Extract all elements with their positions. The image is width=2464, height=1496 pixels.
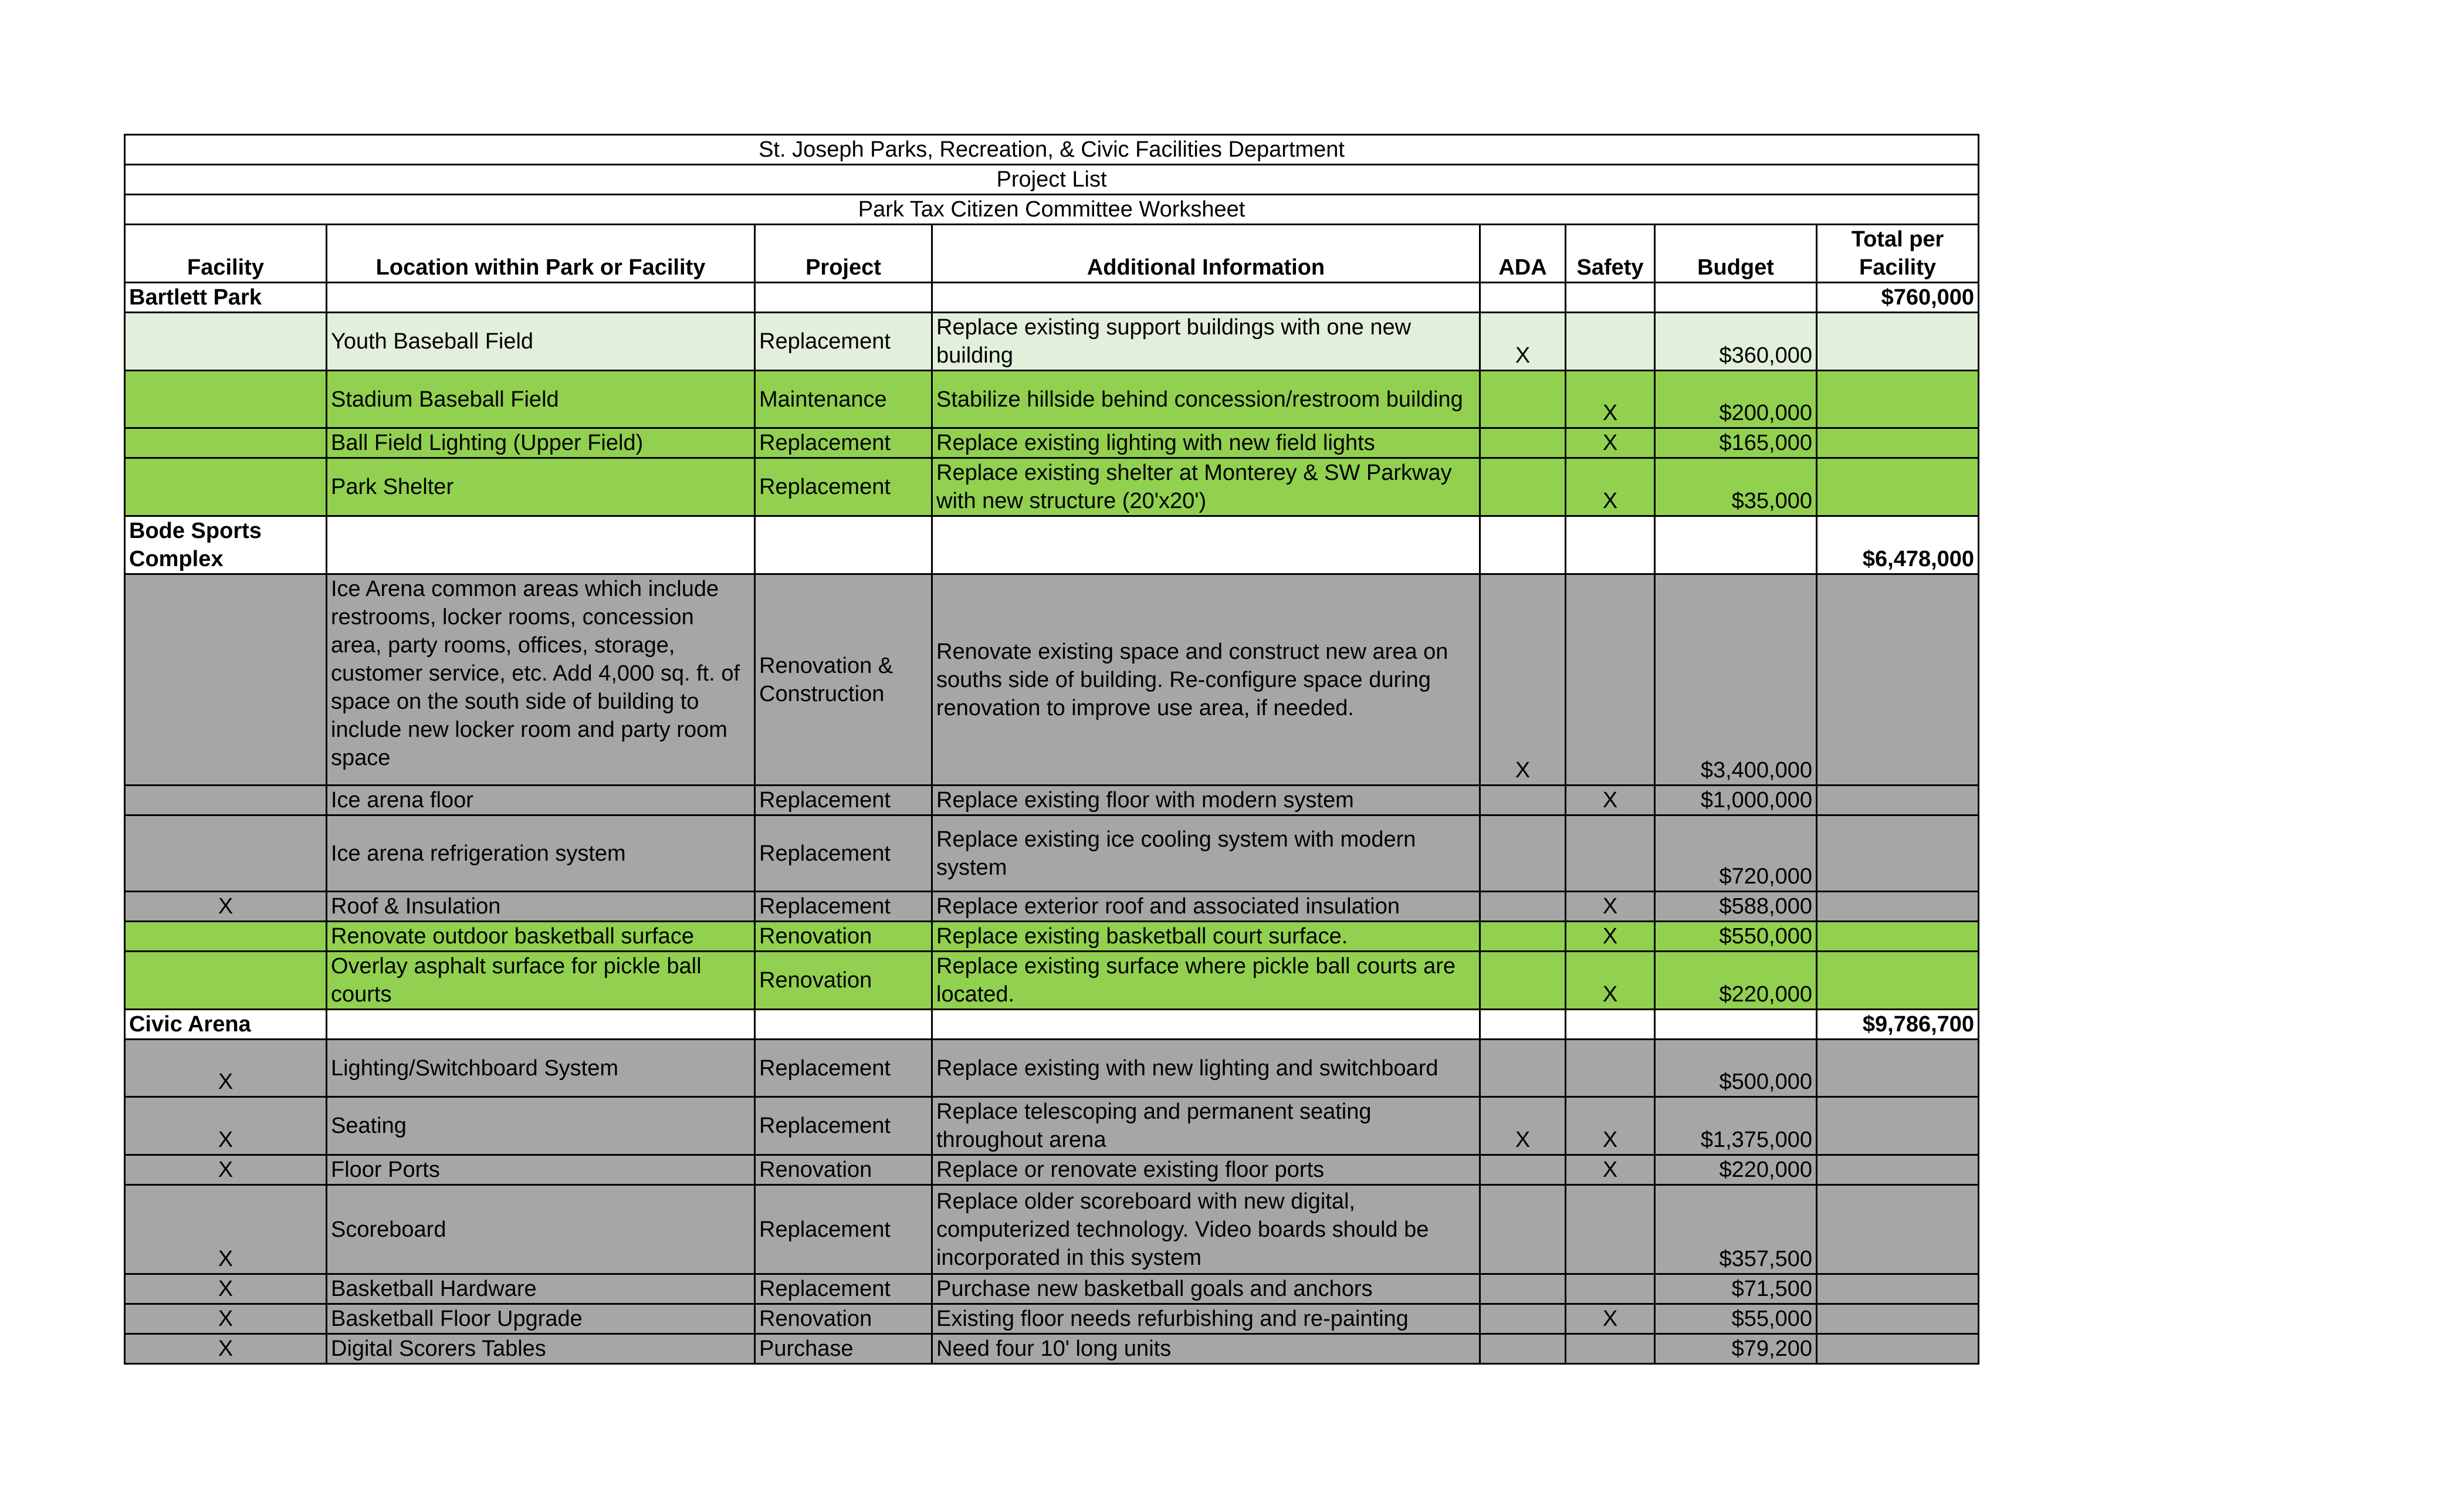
budget-cell: $220,000	[1655, 1155, 1817, 1185]
safety-cell: X	[1566, 1304, 1655, 1334]
ada-cell	[1480, 1185, 1566, 1274]
table-row	[125, 1040, 1979, 1097]
project-cell: Renovation	[755, 922, 932, 952]
safety-cell: X	[1566, 892, 1655, 922]
ada-cell	[1480, 1304, 1566, 1334]
table-row	[125, 892, 1979, 922]
project-cell: Replacement	[755, 1185, 932, 1274]
facility-cell	[125, 952, 327, 1010]
facility-group-row	[125, 1010, 1979, 1040]
safety-cell: X	[1566, 922, 1655, 952]
ada-cell	[1480, 952, 1566, 1010]
facility-cell: X	[125, 1155, 327, 1185]
info-cell: Stabilize hillside behind concession/restroom building	[932, 371, 1480, 428]
total-cell	[1817, 815, 1979, 892]
empty-cell	[932, 1010, 1480, 1040]
location-cell: Floor Ports	[327, 1155, 755, 1185]
safety-cell: X	[1566, 1155, 1655, 1185]
empty-cell	[1566, 283, 1655, 313]
table-row	[125, 458, 1979, 516]
budget-cell: $3,400,000	[1655, 574, 1817, 786]
budget-cell: $550,000	[1655, 922, 1817, 952]
info-cell: Replace existing support buildings with one new building	[932, 313, 1480, 371]
column-header-safety: Safety	[1566, 225, 1655, 283]
location-cell: Basketball Floor Upgrade	[327, 1304, 755, 1334]
total-cell	[1817, 1274, 1979, 1304]
empty-cell	[932, 516, 1480, 574]
project-cell: Maintenance	[755, 371, 932, 428]
project-cell: Replacement	[755, 458, 932, 516]
column-header-project: Project	[755, 225, 932, 283]
project-cell: Renovation	[755, 1155, 932, 1185]
info-cell: Replace existing floor with modern system	[932, 786, 1480, 815]
worksheet-title: Park Tax Citizen Committee Worksheet	[125, 195, 1979, 225]
budget-cell: $357,500	[1655, 1185, 1817, 1274]
safety-cell: X	[1566, 786, 1655, 815]
facility-cell: X	[125, 1040, 327, 1097]
info-cell: Purchase new basketball goals and anchors	[932, 1274, 1480, 1304]
safety-cell: X	[1566, 371, 1655, 428]
safety-cell	[1566, 1185, 1655, 1274]
empty-cell	[327, 1010, 755, 1040]
safety-cell	[1566, 815, 1655, 892]
total-cell	[1817, 952, 1979, 1010]
safety-cell: X	[1566, 952, 1655, 1010]
info-cell: Renovate existing space and construct new area on souths side of building. Re-configure space during renovation to improve use area, if needed.	[932, 574, 1480, 786]
budget-cell: $1,375,000	[1655, 1097, 1817, 1155]
project-cell: Replacement	[755, 428, 932, 458]
facility-cell	[125, 313, 327, 371]
total-cell	[1817, 1040, 1979, 1097]
column-header-budget: Budget	[1655, 225, 1817, 283]
info-cell: Replace existing with new lighting and switchboard	[932, 1040, 1480, 1097]
column-header-info: Additional Information	[932, 225, 1480, 283]
table-row	[125, 574, 1979, 786]
ada-cell	[1480, 1155, 1566, 1185]
project-cell: Replacement	[755, 1040, 932, 1097]
column-header-location: Location within Park or Facility	[327, 225, 755, 283]
facility-cell	[125, 815, 327, 892]
empty-cell	[755, 516, 932, 574]
budget-cell: $1,000,000	[1655, 786, 1817, 815]
ada-cell	[1480, 458, 1566, 516]
ada-cell	[1480, 428, 1566, 458]
table-row	[125, 313, 1979, 371]
table-row	[125, 786, 1979, 815]
info-cell: Replace telescoping and permanent seating throughout arena	[932, 1097, 1480, 1155]
facility-cell	[125, 786, 327, 815]
budget-cell: $55,000	[1655, 1304, 1817, 1334]
project-list-title: Project List	[125, 165, 1979, 195]
project-cell: Replacement	[755, 815, 932, 892]
total-cell	[1817, 1155, 1979, 1185]
location-cell: Ice Arena common areas which include restrooms, locker rooms, concession area, party rooms, offices, storage, customer service, etc. Add 4,000 sq. ft. of space on the south side of building to include new locker room and party room space	[327, 574, 755, 786]
budget-cell: $720,000	[1655, 815, 1817, 892]
column-header-facility: Facility	[125, 225, 327, 283]
table-row	[125, 371, 1979, 428]
facility-name: Bartlett Park	[125, 283, 327, 313]
facility-cell: X	[125, 1185, 327, 1274]
table-row	[125, 1097, 1979, 1155]
info-cell: Replace or renovate existing floor ports	[932, 1155, 1480, 1185]
info-cell: Replace existing shelter at Monterey & SW Parkway with new structure (20'x20')	[932, 458, 1480, 516]
total-cell	[1817, 428, 1979, 458]
facility-cell: X	[125, 892, 327, 922]
total-cell	[1817, 371, 1979, 428]
facility-group-row	[125, 516, 1979, 574]
budget-cell: $79,200	[1655, 1334, 1817, 1364]
table-row	[125, 1274, 1979, 1304]
info-cell: Need four 10' long units	[932, 1334, 1480, 1364]
project-cell: Purchase	[755, 1334, 932, 1364]
facility-name: Bode Sports Complex	[125, 516, 327, 574]
table-row	[125, 952, 1979, 1010]
empty-cell	[1655, 283, 1817, 313]
ada-cell: X	[1480, 1097, 1566, 1155]
table-row	[125, 1304, 1979, 1334]
project-cell: Replacement	[755, 313, 932, 371]
location-cell: Ball Field Lighting (Upper Field)	[327, 428, 755, 458]
safety-cell	[1566, 1274, 1655, 1304]
location-cell: Roof & Insulation	[327, 892, 755, 922]
facility-cell: X	[125, 1097, 327, 1155]
facility-cell	[125, 371, 327, 428]
location-cell: Park Shelter	[327, 458, 755, 516]
total-cell	[1817, 1097, 1979, 1155]
facility-cell	[125, 458, 327, 516]
location-cell: Overlay asphalt surface for pickle ball courts	[327, 952, 755, 1010]
safety-cell	[1566, 1334, 1655, 1364]
project-cell: Renovation	[755, 952, 932, 1010]
safety-cell	[1566, 574, 1655, 786]
facility-cell	[125, 428, 327, 458]
location-cell: Ice arena floor	[327, 786, 755, 815]
facility-cell: X	[125, 1334, 327, 1364]
ada-cell	[1480, 1274, 1566, 1304]
facility-name: Civic Arena	[125, 1010, 327, 1040]
column-header-ada: ADA	[1480, 225, 1566, 283]
empty-cell	[1480, 1010, 1566, 1040]
budget-cell: $165,000	[1655, 428, 1817, 458]
safety-cell	[1566, 1040, 1655, 1097]
info-cell: Replace existing basketball court surface.	[932, 922, 1480, 952]
info-cell: Existing floor needs refurbishing and re-painting	[932, 1304, 1480, 1334]
facility-group-row	[125, 283, 1979, 313]
facility-cell: X	[125, 1304, 327, 1334]
total-cell	[1817, 458, 1979, 516]
ada-cell	[1480, 892, 1566, 922]
info-cell: Replace existing lighting with new field lights	[932, 428, 1480, 458]
safety-cell: X	[1566, 1097, 1655, 1155]
total-cell	[1817, 892, 1979, 922]
info-cell: Replace older scoreboard with new digital, computerized technology. Video boards should be incorporated in this system	[932, 1185, 1480, 1274]
facility-cell	[125, 922, 327, 952]
location-cell: Youth Baseball Field	[327, 313, 755, 371]
table-row	[125, 815, 1979, 892]
budget-cell: $500,000	[1655, 1040, 1817, 1097]
total-cell	[1817, 1334, 1979, 1364]
facility-cell	[125, 574, 327, 786]
total-cell	[1817, 574, 1979, 786]
ada-cell	[1480, 1334, 1566, 1364]
column-header-total: Total per Facility	[1817, 225, 1979, 283]
empty-cell	[932, 283, 1480, 313]
safety-cell: X	[1566, 428, 1655, 458]
empty-cell	[1480, 516, 1566, 574]
project-list-table	[124, 134, 1979, 1365]
column-header-row	[125, 225, 1979, 283]
ada-cell	[1480, 786, 1566, 815]
ada-cell: X	[1480, 313, 1566, 371]
empty-cell	[1480, 283, 1566, 313]
location-cell: Renovate outdoor basketball surface	[327, 922, 755, 952]
project-cell: Replacement	[755, 1097, 932, 1155]
location-cell: Ice arena refrigeration system	[327, 815, 755, 892]
facility-cell: X	[125, 1274, 327, 1304]
ada-cell: X	[1480, 574, 1566, 786]
table-row	[125, 1185, 1979, 1274]
info-cell: Replace existing surface where pickle ball courts are located.	[932, 952, 1480, 1010]
facility-total: $6,478,000	[1817, 516, 1979, 574]
empty-cell	[1566, 516, 1655, 574]
safety-cell	[1566, 313, 1655, 371]
empty-cell	[1566, 1010, 1655, 1040]
facility-total: $760,000	[1817, 283, 1979, 313]
budget-cell: $35,000	[1655, 458, 1817, 516]
location-cell: Stadium Baseball Field	[327, 371, 755, 428]
ada-cell	[1480, 815, 1566, 892]
budget-cell: $71,500	[1655, 1274, 1817, 1304]
table-row	[125, 1155, 1979, 1185]
total-cell	[1817, 922, 1979, 952]
budget-cell: $360,000	[1655, 313, 1817, 371]
total-cell	[1817, 1304, 1979, 1334]
table-row	[125, 1334, 1979, 1364]
info-cell: Replace existing ice cooling system with modern system	[932, 815, 1480, 892]
location-cell: Seating	[327, 1097, 755, 1155]
table-row	[125, 428, 1979, 458]
empty-cell	[1655, 1010, 1817, 1040]
project-cell: Replacement	[755, 786, 932, 815]
total-cell	[1817, 1185, 1979, 1274]
empty-cell	[755, 283, 932, 313]
location-cell: Lighting/Switchboard System	[327, 1040, 755, 1097]
empty-cell	[327, 516, 755, 574]
total-cell	[1817, 313, 1979, 371]
ada-cell	[1480, 371, 1566, 428]
ada-cell	[1480, 922, 1566, 952]
department-title: St. Joseph Parks, Recreation, & Civic Facilities Department	[125, 135, 1979, 165]
table-row	[125, 922, 1979, 952]
info-cell: Replace exterior roof and associated insulation	[932, 892, 1480, 922]
empty-cell	[1655, 516, 1817, 574]
empty-cell	[327, 283, 755, 313]
total-cell	[1817, 786, 1979, 815]
facility-total: $9,786,700	[1817, 1010, 1979, 1040]
budget-cell: $220,000	[1655, 952, 1817, 1010]
project-cell: Renovation	[755, 1304, 932, 1334]
ada-cell	[1480, 1040, 1566, 1097]
budget-cell: $588,000	[1655, 892, 1817, 922]
location-cell: Scoreboard	[327, 1185, 755, 1274]
empty-cell	[755, 1010, 932, 1040]
project-cell: Replacement	[755, 892, 932, 922]
location-cell: Basketball Hardware	[327, 1274, 755, 1304]
project-cell: Renovation & Construction	[755, 574, 932, 786]
project-cell: Replacement	[755, 1274, 932, 1304]
safety-cell: X	[1566, 458, 1655, 516]
budget-cell: $200,000	[1655, 371, 1817, 428]
location-cell: Digital Scorers Tables	[327, 1334, 755, 1364]
